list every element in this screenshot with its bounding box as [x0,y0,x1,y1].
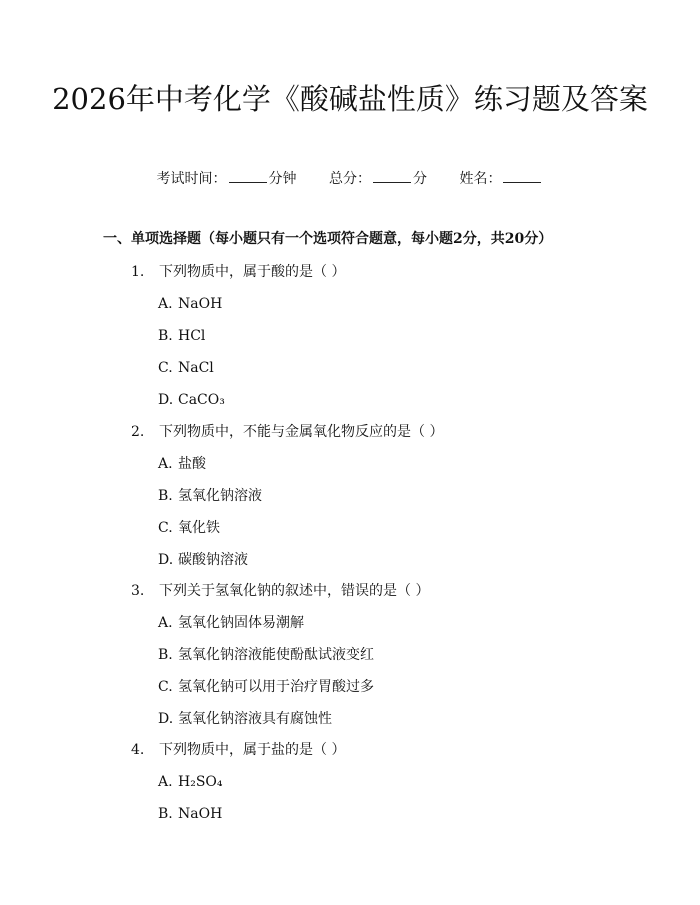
option-2c [158,518,220,538]
option-1c [158,358,214,378]
option-1a [158,294,222,314]
question-3 [131,581,429,601]
option-letter: D. [158,392,174,408]
option-1d [158,390,225,410]
option-2b [158,486,262,506]
option-text: 氢氧化钠可以用于治疗胃酸过多 [178,679,374,695]
document-title: 2026年中考化学《酸碱盐性质》练习题及答案 [52,82,648,116]
option-letter: A. [158,615,173,631]
option-4a [158,772,223,792]
question-number: 3. [131,583,145,599]
option-3a [158,613,304,633]
option-3c [158,677,374,697]
option-4b [158,804,222,824]
option-text: NaOH [178,296,223,312]
option-letter: B. [158,328,173,344]
exam-info-line [0,168,700,189]
question-text: 下列物质中，不能与金属氧化物反应的是（ ） [159,424,444,440]
exam-time-blank[interactable] [229,168,267,183]
exam-time-unit: 分钟 [268,171,297,187]
question-number: 1. [131,264,145,280]
question-1 [131,262,345,282]
option-3b [158,645,374,665]
option-text: 氢氧化钠溶液能使酚酞试液变红 [178,647,374,663]
option-letter: C. [158,520,173,536]
option-letter: A. [158,774,173,790]
question-text: 下列物质中，属于酸的是（ ） [159,264,346,280]
total-score-field [329,168,427,189]
total-score-blank[interactable] [373,168,411,183]
option-letter: A. [158,456,173,472]
exam-time-field [157,168,297,189]
option-text: 氧化铁 [178,520,220,536]
option-text: 氢氧化钠溶液 [178,488,262,504]
option-1b [158,326,205,346]
option-letter: B. [158,806,173,822]
option-letter: C. [158,360,173,376]
question-text: 下列物质中，属于盐的是（ ） [159,742,346,758]
student-name-label: 姓名： [459,171,502,187]
total-score-unit: 分 [413,171,427,187]
option-text: HCl [178,328,206,344]
option-text: 氢氧化钠溶液具有腐蚀性 [178,711,332,727]
option-text: 盐酸 [178,456,206,472]
option-2a [158,454,206,474]
option-letter: B. [158,488,173,504]
option-letter: B. [158,647,173,663]
total-score-label: 总分： [329,171,371,187]
student-name-field [459,168,543,189]
option-text: H₂SO₄ [178,774,223,790]
option-text: 氢氧化钠固体易潮解 [178,615,304,631]
option-letter: A. [158,296,173,312]
question-text: 下列关于氢氧化钠的叙述中，错误的是（ ） [159,583,430,599]
option-3d [158,709,332,729]
student-name-blank[interactable] [503,168,541,183]
section-heading: 一、单项选择题（每小题只有一个选项符合题意，每小题2分，共20分） [103,231,553,247]
option-letter: D. [158,552,174,568]
option-letter: D. [158,711,174,727]
option-letter: C. [158,679,173,695]
option-2d [158,550,248,570]
exam-time-label: 考试时间： [156,171,227,187]
question-2 [131,422,443,442]
question-number: 2. [131,424,145,440]
option-text: 碳酸钠溶液 [178,552,248,568]
question-4 [131,740,345,760]
question-number: 4. [131,742,145,758]
option-text: NaCl [178,360,214,376]
option-text: CaCO₃ [178,392,225,408]
option-text: NaOH [178,806,223,822]
